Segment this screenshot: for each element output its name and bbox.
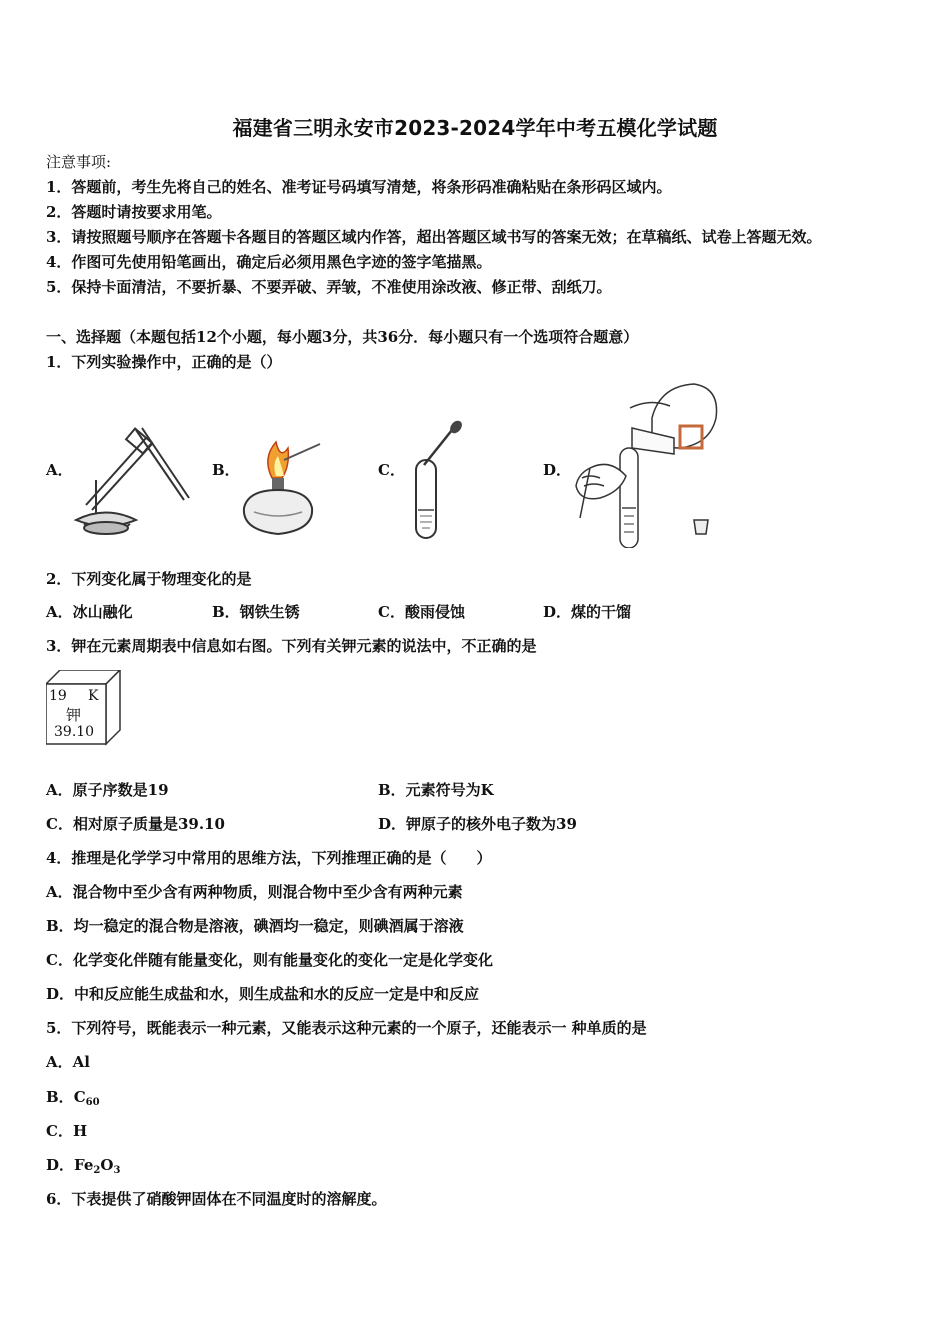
section-heading: 一、选择题（本题包括12个小题，每小题3分，共36分．每小题只有一个选项符合题意） [46, 328, 639, 346]
q1-option-b-label: B． [212, 461, 240, 479]
q5-option-a: A．Al [46, 1053, 90, 1071]
q4-option-c: C．化学变化伴随有能量变化，则有能量变化的变化一定是化学变化 [46, 951, 493, 969]
figure-b-alcohol-lamp [232, 438, 332, 543]
q5-option-c: C．H [46, 1122, 88, 1140]
figure-c-dropper-tube [410, 420, 470, 545]
q4-option-a: A．混合物中至少含有两种物质，则混合物中至少含有两种元素 [46, 883, 463, 901]
q5-option-d: D．$Fe_2O_3$ [46, 1156, 121, 1176]
question-3-stem: 3．钾在元素周期表中信息如右图。下列有关钾元素的说法中，不正确的是 [46, 637, 537, 655]
q1-option-c-label: C． [378, 461, 405, 479]
q3-option-b: B．元素符号为K [378, 781, 494, 799]
question-2-stem: 2．下列变化属于物理变化的是 [46, 570, 252, 588]
q3-option-a: A．原子序数是19 [46, 781, 169, 799]
q2-option-b: B．钢铁生锈 [212, 603, 300, 621]
figure-d-pouring-liquid [570, 378, 730, 548]
q4-option-b: B．均一稳定的混合物是溶液，碘酒均一稳定，则碘酒属于溶液 [46, 917, 464, 935]
note-item: 1．答题前，考生先将自己的姓名、准考证号码填写清楚，将条形码准确粘贴在条形码区域内。 [46, 178, 672, 196]
note-item: 3．请按照题号顺序在答题卡各题目的答题区域内作答，超出答题区域书写的答案无效；在草稿纸、试卷上答题无效。 [46, 228, 822, 246]
q1-option-a-label: A． [46, 461, 73, 479]
note-item: 4．作图可先使用铅笔画出，确定后必须用黑色字迹的签字笔描黑。 [46, 253, 492, 271]
note-item: 2．答题时请按要求用笔。 [46, 203, 222, 221]
q2-option-d: D．煤的干馏 [543, 603, 632, 621]
page-title: 福建省三明永安市2023-2024学年中考五模化学试题 [232, 116, 718, 140]
q2-option-a: A．冰山融化 [46, 603, 133, 621]
question-5-stem: 5．下列符号，既能表示一种元素，又能表示这种元素的一个原子，还能表示一 种单质的是 [46, 1019, 647, 1037]
question-4-stem: 4．推理是化学学习中常用的思维方法，下列推理正确的是（ ） [46, 849, 492, 867]
notes-heading: 注意事项: [46, 153, 112, 171]
q3-option-d: D．钾原子的核外电子数为39 [378, 815, 577, 833]
element-atomic-number: 19 [49, 688, 67, 704]
element-symbol: K [88, 688, 99, 704]
element-card-potassium [46, 670, 122, 746]
element-name: 钾 [66, 706, 82, 724]
q1-option-d-label: D． [543, 461, 572, 479]
q5-option-b: B．$C_{60}$ [46, 1088, 100, 1108]
question-1-stem: 1．下列实验操作中，正确的是（） [46, 353, 282, 371]
element-mass: 39.10 [54, 724, 95, 740]
q4-option-d: D．中和反应能生成盐和水，则生成盐和水的反应一定是中和反应 [46, 985, 480, 1003]
question-6-stem: 6．下表提供了硝酸钾固体在不同温度时的溶解度。 [46, 1190, 387, 1208]
q2-option-c: C．酸雨侵蚀 [378, 603, 465, 621]
note-item: 5．保持卡面清洁，不要折暴、不要弄破、弄皱，不准使用涂改液、修正带、刮纸刀。 [46, 278, 612, 296]
figure-a-heating-tube [66, 420, 196, 545]
q3-option-c: C．相对原子质量是39.10 [46, 815, 225, 833]
